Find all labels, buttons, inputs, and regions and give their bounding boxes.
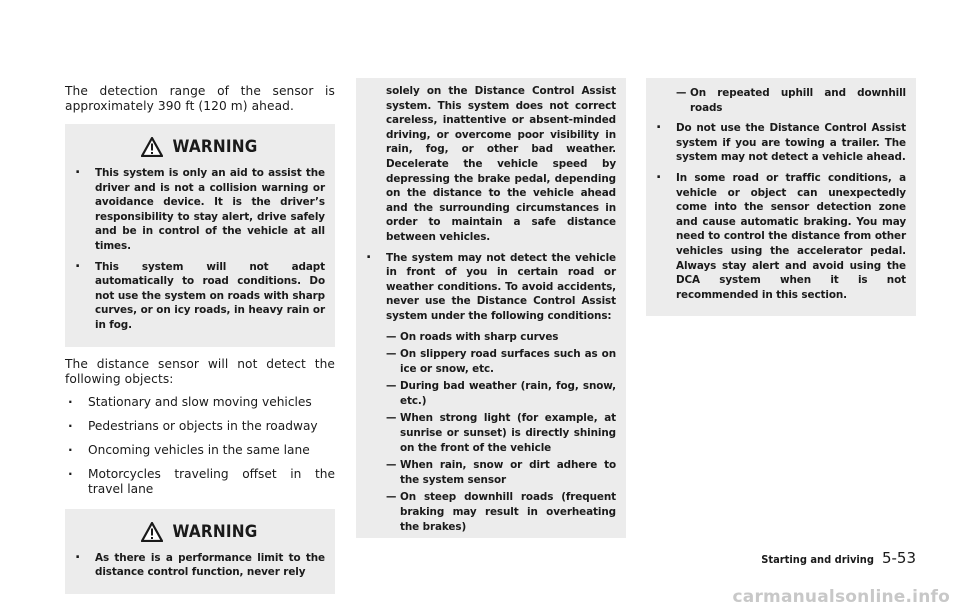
- objects-list: [65, 395, 335, 497]
- warning-list-3: [364, 251, 616, 324]
- list-item: . Pedestrians or objects in the roadway: [65, 419, 335, 434]
- list-item: . Stationary and slow moving vehicles: [65, 395, 335, 410]
- condition-item: — On repeated uphill and downhill roads: [676, 87, 906, 114]
- list-item: . Oncoming vehicles in the same lane: [65, 443, 335, 458]
- warning-item: . The system may not detect the vehicle in front of you in certain road or weather conditions. To avoid accidents, never use the Distance Control Assist system under the following conditions:: [364, 251, 616, 324]
- warning-item: . In some road or traffic conditions, a vehicle or object can unexpectedly come into the sensor detection zone and cause automatic braking. You may need to control the distance from other vehicles using the accelerator pedal. Always stay alert and avoid using the DCA system when it is not recommended in this section.: [654, 171, 906, 302]
- warning-continuation-panel-2: [646, 78, 916, 316]
- warning-triangle-icon: [141, 522, 163, 542]
- warning-item: . As there is a performance limit to the distance control function, never rely: [73, 551, 325, 580]
- list-item: . Motorcycles traveling offset in the travel lane: [65, 467, 335, 497]
- warning-triangle-icon: [141, 137, 163, 157]
- objects-intro-text: The distance sensor will not detect the following objects:: [65, 356, 335, 386]
- detection-range-text: The detection range of the sensor is approximately 390 ft (120 m) ahead.: [65, 84, 335, 113]
- condition-item: — During bad weather (rain, fog, snow, etc.): [386, 380, 616, 407]
- column-1: [65, 84, 335, 594]
- warning-continuation-text: solely on the Distance Control Assist system. This system does not correct careless, inattentive or absent-minded driving, or overcome poor visibility in rain, fog, or other bad weather. Decelerate the vehicle speed by depressing the brake pedal, depending on the distance to the vehicle ahead and the surrounding circumstances in order to maintain a safe distance between vehicles.: [386, 85, 616, 243]
- warning-title-1: WARNING: [172, 137, 258, 157]
- warning-list-4: [654, 121, 906, 302]
- column-3: [646, 78, 916, 316]
- warning-continuation-panel: [356, 78, 626, 538]
- page-number: 5-53: [881, 549, 916, 567]
- condition-item: — On slippery road surfaces such as on ice or snow, etc.: [386, 348, 616, 375]
- warning-header-1: [73, 130, 325, 164]
- watermark: carmanualsonline.info: [732, 587, 950, 607]
- warning-item: . This system will not adapt automatically to road conditions. Do not use the system on roads with sharp curves, or on icy roads, in heavy rain or in fog.: [73, 260, 325, 333]
- warning-list-1: [73, 166, 325, 333]
- warning-box-1: [65, 124, 335, 347]
- warning-item: . This system is only an aid to assist the driver and is not a collision warning or avoidance device. It is the driver’s responsibility to stay alert, drive safely and be in control of the vehicle at all times.: [73, 166, 325, 254]
- warning-title-2: WARNING: [172, 521, 258, 542]
- warning-header-2: [73, 515, 325, 549]
- warning-item: . Do not use the Distance Control Assist system if you are towing a trailer. The system may not detect a vehicle ahead.: [654, 121, 906, 165]
- page-footer: [761, 549, 916, 567]
- section-name: Starting and driving: [761, 553, 874, 566]
- condition-item: — On roads with sharp curves: [386, 330, 559, 343]
- conditions-list: [364, 330, 616, 535]
- condition-item: — When rain, snow or dirt adhere to the system sensor: [386, 459, 616, 486]
- condition-item: — On steep downhill roads (frequent braking may result in overheating the brakes): [386, 491, 616, 533]
- condition-item: — When strong light (for example, at sunrise or sunset) is directly shining on the front of the vehicle: [386, 412, 616, 454]
- conditions-list-cont: [654, 86, 906, 115]
- column-2: [356, 78, 626, 538]
- warning-box-2: [65, 509, 335, 594]
- warning-list-2: [73, 551, 325, 580]
